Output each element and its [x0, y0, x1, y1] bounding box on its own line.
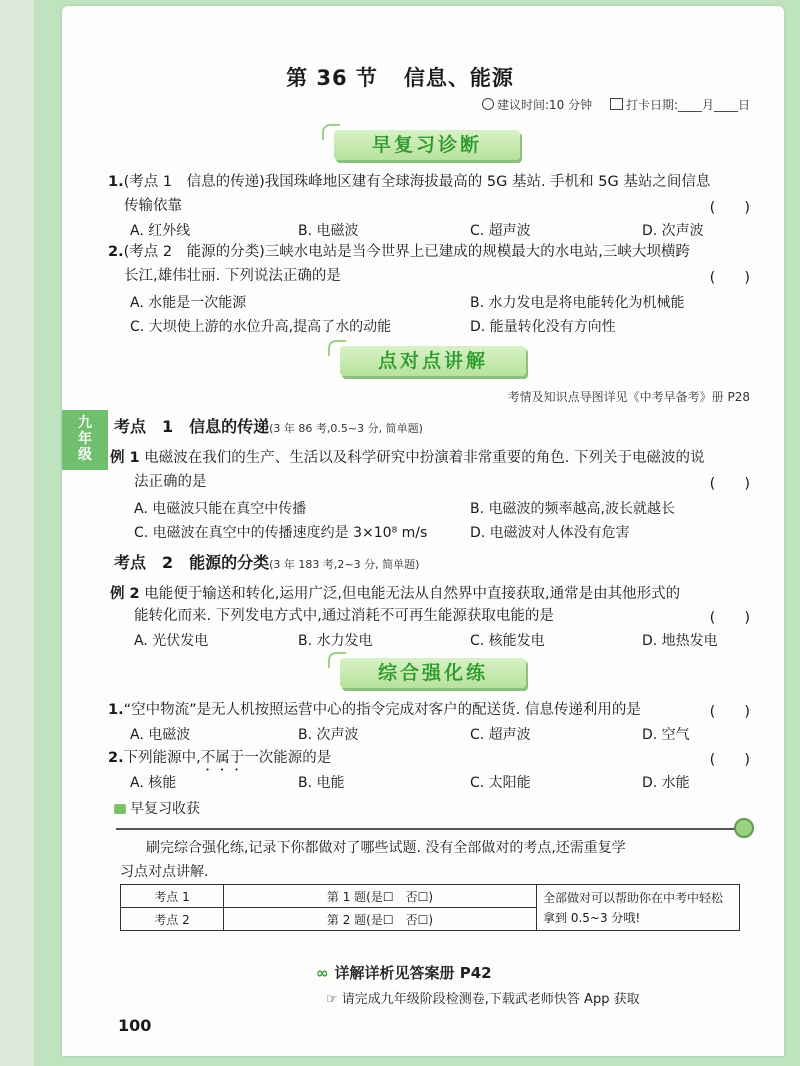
option: A. 光伏发电: [134, 633, 209, 649]
option: D. 电磁波对人体没有危害: [470, 525, 630, 541]
option: D. 水能: [642, 775, 690, 791]
option: D. 能量转化没有方向性: [470, 319, 616, 335]
kp-cell: 考点 2: [121, 908, 224, 931]
meta-line: 建议时间:10 分钟 打卡日期:____月____日: [482, 96, 750, 113]
option: D. 空气: [642, 727, 690, 743]
kp2-heading: 考点 2 能源的分类(3 年 183 考,2~3 分, 简单题): [114, 553, 420, 572]
question-cell[interactable]: 第 2 题(是☐ 否☐): [224, 908, 537, 931]
example-1: 例 1 电磁波在我们的生产、生活以及科学研究中扮演着非常重要的角色. 下列关于电磁波的说: [110, 450, 705, 466]
answer-paren: ( ): [709, 200, 750, 216]
download-tip: ☞ 请完成九年级阶段检测卷,下载武老师快答 App 获取: [326, 992, 640, 1007]
table-row: [121, 885, 740, 908]
example-2-line2: 能转化而来. 下列发电方式中,通过消耗不可再生能源获取电能的是: [134, 608, 554, 624]
review-intro-line2: 习点对点讲解.: [120, 864, 209, 880]
option: C. 核能发电: [470, 633, 545, 649]
option: C. 大坝使上游的水位升高,提高了水的动能: [130, 319, 392, 335]
pin-icon: [734, 818, 754, 838]
page-number: 100: [118, 1016, 152, 1035]
banner-explain: 点对点讲解: [340, 346, 526, 376]
section-topic: 信息、能源: [403, 66, 514, 90]
option: C. 电磁波在真空中的传播速度约是 3×10⁸ m/s: [134, 525, 428, 541]
page-title: [0, 62, 800, 92]
review-icon: [114, 804, 126, 814]
option: B. 电能: [298, 775, 345, 791]
option: D. 次声波: [642, 223, 704, 239]
option: A. 电磁波只能在真空中传播: [134, 501, 307, 517]
review-note: 全部做对可以帮助你在中考中轻松拿到 0.5~3 分哦!: [537, 885, 740, 931]
banner-diagnosis: 早复习诊断: [334, 130, 520, 160]
option: B. 水力发电: [298, 633, 373, 649]
link-icon: ∞: [316, 964, 329, 982]
option: B. 电磁波的频率越高,波长就越长: [470, 501, 675, 517]
answer-paren: ( ): [709, 270, 750, 286]
option: C. 超声波: [470, 727, 531, 743]
kp-cell: 考点 1: [121, 885, 224, 908]
question-cell[interactable]: 第 1 题(是☐ 否☐): [224, 885, 537, 908]
option: A. 红外线: [130, 223, 191, 239]
option: B. 电磁波: [298, 223, 359, 239]
answer-paren: ( ): [709, 704, 750, 720]
diagnosis-question-1: 1.(考点 1 信息的传递)我国珠峰地区建有全球海拔最高的 5G 基站. 手机和 5G 基站之间信息: [108, 174, 711, 190]
practice-question-2: 2.下列能源中,不属于一次能源的是: [108, 750, 332, 766]
review-table: [120, 884, 740, 931]
review-title: 早复习收获: [114, 798, 200, 818]
diagnosis-question-2-line2: 长江,雄伟壮丽. 下列说法正确的是: [124, 268, 341, 284]
diagnosis-question-1-line2: 传输依靠: [124, 198, 182, 214]
answer-reference: ∞ 详解详析见答案册 P42: [316, 964, 492, 982]
option: A. 核能: [130, 775, 177, 791]
example-1-line2: 法正确的是: [134, 474, 207, 490]
banner-practice: 综合强化练: [340, 658, 526, 688]
answer-paren: ( ): [709, 610, 750, 626]
diagnosis-question-2: 2.(考点 2 能源的分类)三峡水电站是当今世界上已建成的规模最大的水电站,三峡大坝横跨: [108, 244, 690, 260]
option: B. 次声波: [298, 727, 359, 743]
calendar-icon: [610, 98, 623, 110]
kp1-heading: 考点 1 信息的传递(3 年 86 考,0.5~3 分, 简单题): [114, 417, 423, 436]
option: D. 地热发电: [642, 633, 718, 649]
example-2: 例 2 电能便于输送和转化,运用广泛,但电能无法从自然界中直接获取,通常是由其他形式的: [110, 586, 681, 602]
option: C. 太阳能: [470, 775, 531, 791]
pointing-hand-icon: ☞: [326, 992, 342, 1007]
reference-note: 考情及知识点导图详见《中考早备考》册 P28: [507, 390, 750, 404]
grade-side-tab: 九年级: [62, 410, 108, 470]
review-intro: 刷完综合强化练,记录下你都做对了哪些试题. 没有全部做对的考点,还需重复学: [146, 840, 626, 856]
option: A. 电磁波: [130, 727, 191, 743]
option: A. 水能是一次能源: [130, 295, 247, 311]
option: C. 超声波: [470, 223, 531, 239]
practice-question-1: 1.“空中物流”是无人机按照运营中心的指令完成对客户的配送货. 信息传递利用的是: [108, 702, 641, 718]
option: B. 水力发电是将电能转化为机械能: [470, 295, 685, 311]
section-number: 第 36 节: [286, 66, 378, 90]
answer-paren: ( ): [709, 752, 750, 768]
answer-paren: ( ): [709, 476, 750, 492]
clock-icon: [482, 98, 494, 110]
